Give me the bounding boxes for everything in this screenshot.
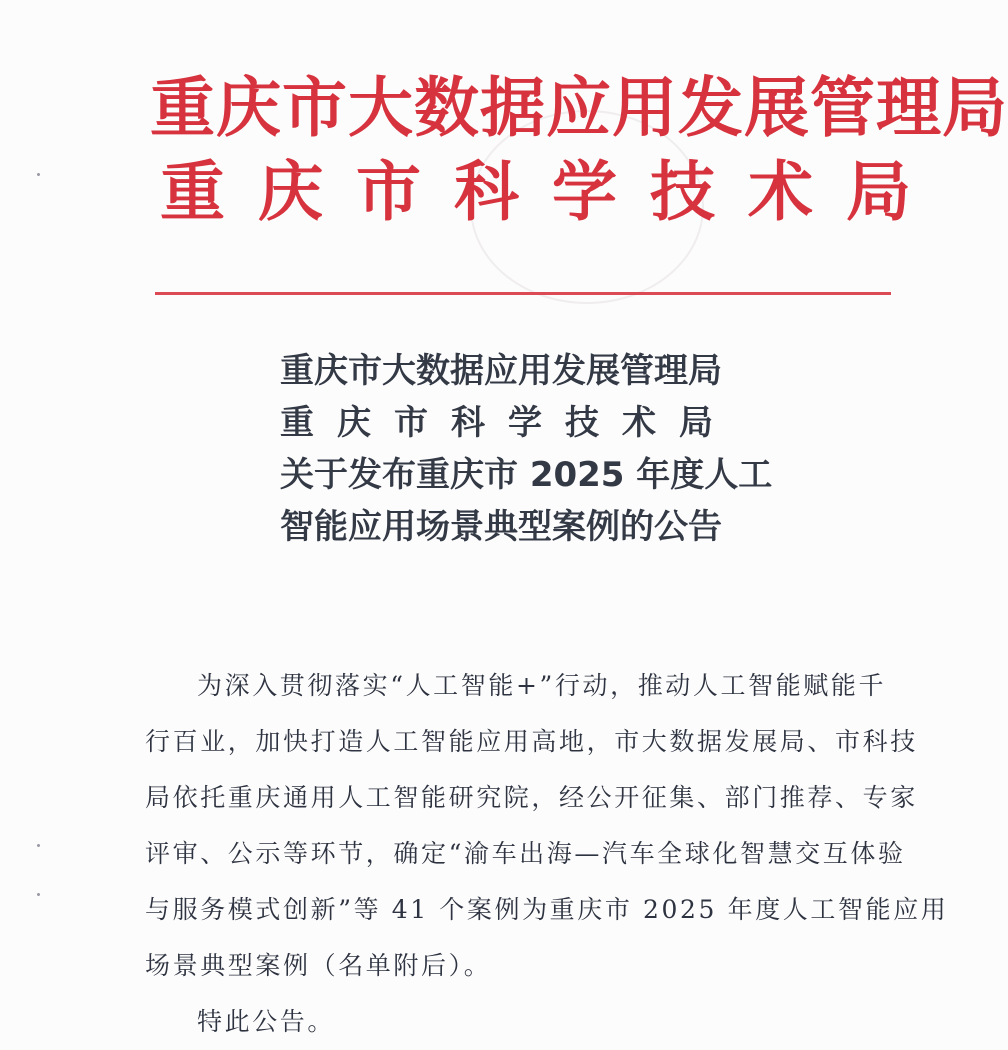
title-line-1: 重庆市大数据应用发展管理局 [280, 351, 722, 391]
letterhead-line-1: 重庆市大数据应用发展管理局 [150, 71, 1008, 146]
title-line-3: 关于发布重庆市 2025 年度人工 [280, 455, 773, 495]
title-line-4: 智能应用场景典型案例的公告 [280, 507, 722, 547]
body-line-2: 行百业，加快打造人工智能应用高地，市大数据发展局、市科技 [145, 727, 918, 756]
scan-speck [37, 844, 40, 847]
body-line-6: 场景典型案例（名单附后）。 [145, 951, 492, 980]
closing-statement: 特此公告。 [197, 1007, 336, 1036]
scan-speck [37, 893, 40, 896]
body-line-4: 评审、公示等环节，确定“渝车出海—汽车全球化智慧交互体验 [145, 839, 906, 868]
body-line-3: 局依托重庆通用人工智能研究院，经公开征集、部门推荐、专家 [145, 783, 918, 812]
body-line-5: 与服务模式创新”等 41 个案例为重庆市 2025 年度人工智能应用 [145, 895, 949, 924]
scan-speck [37, 173, 40, 176]
title-line-2: 重庆市科学技术局 [280, 403, 736, 443]
letterhead-red-rule [155, 292, 891, 295]
letterhead-line-2: 重庆市科学技术局 [160, 155, 945, 230]
body-line-1: 为深入贯彻落实“人工智能+”行动，推动人工智能赋能千 [197, 671, 887, 700]
announcement-body [145, 658, 949, 1050]
document-title [280, 345, 773, 553]
